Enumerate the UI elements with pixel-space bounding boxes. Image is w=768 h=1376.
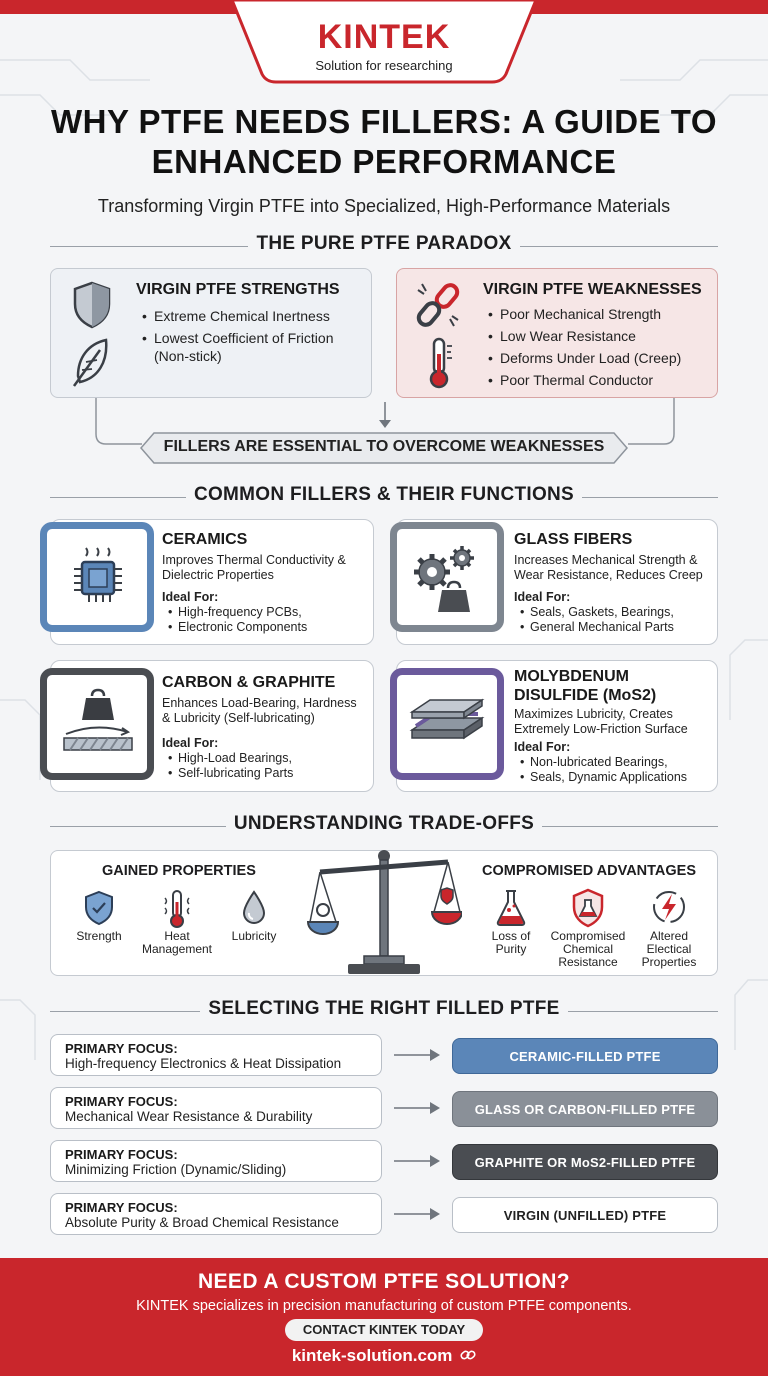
gained-title: GAINED PROPERTIES (102, 863, 256, 879)
section-heading-selection (50, 998, 718, 1024)
strengths-title: VIRGIN PTFE STRENGTHS (136, 281, 340, 298)
filler-title: CERAMICS (162, 531, 248, 548)
ideal-for-label: Ideal For: (162, 590, 219, 604)
ideal-for-label: Ideal For: (162, 736, 219, 750)
focus-value: Absolute Purity & Broad Chemical Resistance (65, 1215, 339, 1230)
description-line: Improves Thermal Conductivity & (162, 553, 346, 567)
result-glass-carbon[interactable]: GLASS OR CARBON-FILLED PTFE (452, 1091, 718, 1127)
droplet-icon (240, 890, 268, 926)
list-item: • Deforms Under Load (Creep) (486, 349, 712, 367)
section-heading-text: UNDERSTANDING TRADE-OFFS (226, 813, 542, 834)
ideal-for-list (164, 751, 370, 781)
list-item-cont: • Self-lubricating Parts (164, 766, 370, 781)
section-heading-text: SELECTING THE RIGHT FILLED PTFE (200, 998, 567, 1019)
broken-chain-icon (414, 280, 464, 330)
focus-box-wear (50, 1087, 382, 1129)
filler-title: GLASS FIBERS (514, 531, 633, 548)
arrow-icon (394, 1048, 442, 1062)
description-line: Maximizes Lubricity, Creates (514, 707, 673, 721)
focus-label: PRIMARY FOCUS: (65, 1041, 178, 1056)
focus-box-electronics (50, 1034, 382, 1076)
description-line: Dielectric Properties (162, 568, 274, 582)
filler-description (162, 553, 370, 583)
arrow-icon (394, 1207, 442, 1221)
section-heading-fillers (50, 484, 718, 510)
focus-box-purity (50, 1193, 382, 1235)
description-line: Extremely Low-Friction Surface (514, 722, 688, 736)
website-link[interactable] (0, 1346, 768, 1366)
list-item: • Seals, Gaskets, Bearings, (516, 605, 714, 620)
ideal-for-label: Ideal For: (514, 740, 571, 754)
link-icon (460, 1348, 476, 1362)
title-line: MOLYBDENUM (514, 668, 629, 685)
balance-scale-icon (306, 848, 462, 976)
title-line: DISULFIDE (MoS2) (514, 687, 657, 704)
filler-title: CARBON & GRAPHITE (162, 674, 336, 691)
website-url[interactable]: kintek-solution.com (291, 1346, 453, 1365)
section-heading-tradeoffs (50, 813, 718, 839)
focus-value: Mechanical Wear Resistance & Durability (65, 1109, 313, 1124)
description-line: Wear Resistance, Reduces Creep (514, 568, 703, 582)
section-heading-paradox (50, 233, 718, 259)
contact-button[interactable]: CONTACT KINTEK TODAY (285, 1319, 483, 1341)
flask-icon (494, 888, 528, 928)
gained-lubricity-label: Lubricity (231, 929, 277, 943)
fillers-essential-banner: FILLERS ARE ESSENTIAL TO OVERCOME WEAKNESSES (163, 438, 605, 455)
gained-strength-label: Strength (76, 929, 122, 943)
list-item: • Non-lubricated Bearings, (516, 755, 714, 770)
filler-description (514, 707, 714, 737)
section-heading-text: THE PURE PTFE PARADOX (248, 233, 519, 254)
focus-box-friction (50, 1140, 382, 1182)
list-item: • High-Load Bearings, (164, 751, 370, 766)
list-item: • Extreme Chemical Inertness (140, 307, 364, 325)
weaknesses-title: VIRGIN PTFE WEAKNESSES (483, 281, 702, 298)
compromised-purity-label: Loss of Purity (491, 929, 531, 956)
weaknesses-list (486, 305, 712, 389)
page-subtitle: Transforming Virgin PTFE into Specialized, High-Performance Materials (97, 196, 671, 216)
compromised-title: COMPROMISED ADVANTAGES (482, 863, 697, 879)
filler-description (514, 553, 714, 583)
result-graphite-mos2[interactable]: GRAPHITE OR MoS2-FILLED PTFE (452, 1144, 718, 1180)
arrow-icon (394, 1154, 442, 1168)
description-line: Enhances Load-Bearing, Hardness (162, 696, 357, 710)
list-item: • Poor Mechanical Strength (486, 305, 712, 323)
result-virgin[interactable]: VIRGIN (UNFILLED) PTFE (452, 1197, 718, 1233)
filler-title (514, 667, 656, 705)
footer-title: NEED A CUSTOM PTFE SOLUTION? (197, 1270, 571, 1293)
shield-icon (70, 280, 114, 330)
chemical-shield-icon (570, 888, 606, 928)
focus-value: High-frequency Electronics & Heat Dissipation (65, 1056, 342, 1071)
ideal-for-list (164, 605, 370, 635)
list-item-cont: • Electronic Components (164, 620, 370, 635)
list-item-cont: • General Mechanical Parts (516, 620, 714, 635)
list-item-cont: • Seals, Dynamic Applications (516, 770, 714, 785)
layers-icon (408, 696, 486, 752)
gained-heat-label: Heat Management (141, 929, 213, 956)
focus-value: Minimizing Friction (Dynamic/Sliding) (65, 1162, 287, 1177)
compromised-chemical-label: Compromised Chemical Resistance (550, 929, 626, 969)
thermometer-icon (422, 336, 456, 390)
brand-logo[interactable]: KINTEK (317, 18, 451, 56)
chip-icon (62, 542, 132, 612)
electrical-icon (650, 888, 688, 926)
compromised-electrical-label: Altered Electical Properties (641, 929, 697, 969)
heat-thermometer-icon (160, 888, 194, 930)
brand-tagline: Solution for researching (315, 58, 453, 73)
strength-shield-icon (82, 890, 116, 926)
feather-icon (70, 336, 114, 388)
section-heading-text: COMMON FILLERS & THEIR FUNCTIONS (186, 484, 582, 505)
ideal-for-list (516, 605, 714, 635)
gears-weight-icon (410, 542, 486, 618)
ideal-for-list (516, 755, 714, 785)
list-item: • Poor Thermal Conductor (486, 371, 712, 389)
focus-label: PRIMARY FOCUS: (65, 1094, 178, 1109)
ideal-for-label: Ideal For: (514, 590, 571, 604)
focus-label: PRIMARY FOCUS: (65, 1200, 178, 1215)
list-item: • Low Wear Resistance (486, 327, 712, 345)
description-line: Increases Mechanical Strength & (514, 553, 698, 567)
list-item: • High-frequency PCBs, (164, 605, 370, 620)
description-line: & Lubricity (Self-lubricating) (162, 711, 315, 725)
result-ceramic[interactable]: CERAMIC-FILLED PTFE (452, 1038, 718, 1074)
footer-subtitle: KINTEK specializes in precision manufacturing of custom PTFE components. (136, 1298, 632, 1314)
focus-label: PRIMARY FOCUS: (65, 1147, 178, 1162)
strengths-list (140, 307, 364, 365)
page-title: WHY PTFE NEEDS FILLERS: A GUIDE TO ENHANCED PERFORMANCE (50, 103, 718, 180)
filler-description (162, 696, 370, 726)
list-item: • Lowest Coefficient of Friction (Non-stick) (140, 329, 364, 365)
arrow-icon (394, 1101, 442, 1115)
weight-plate-icon (60, 688, 136, 758)
